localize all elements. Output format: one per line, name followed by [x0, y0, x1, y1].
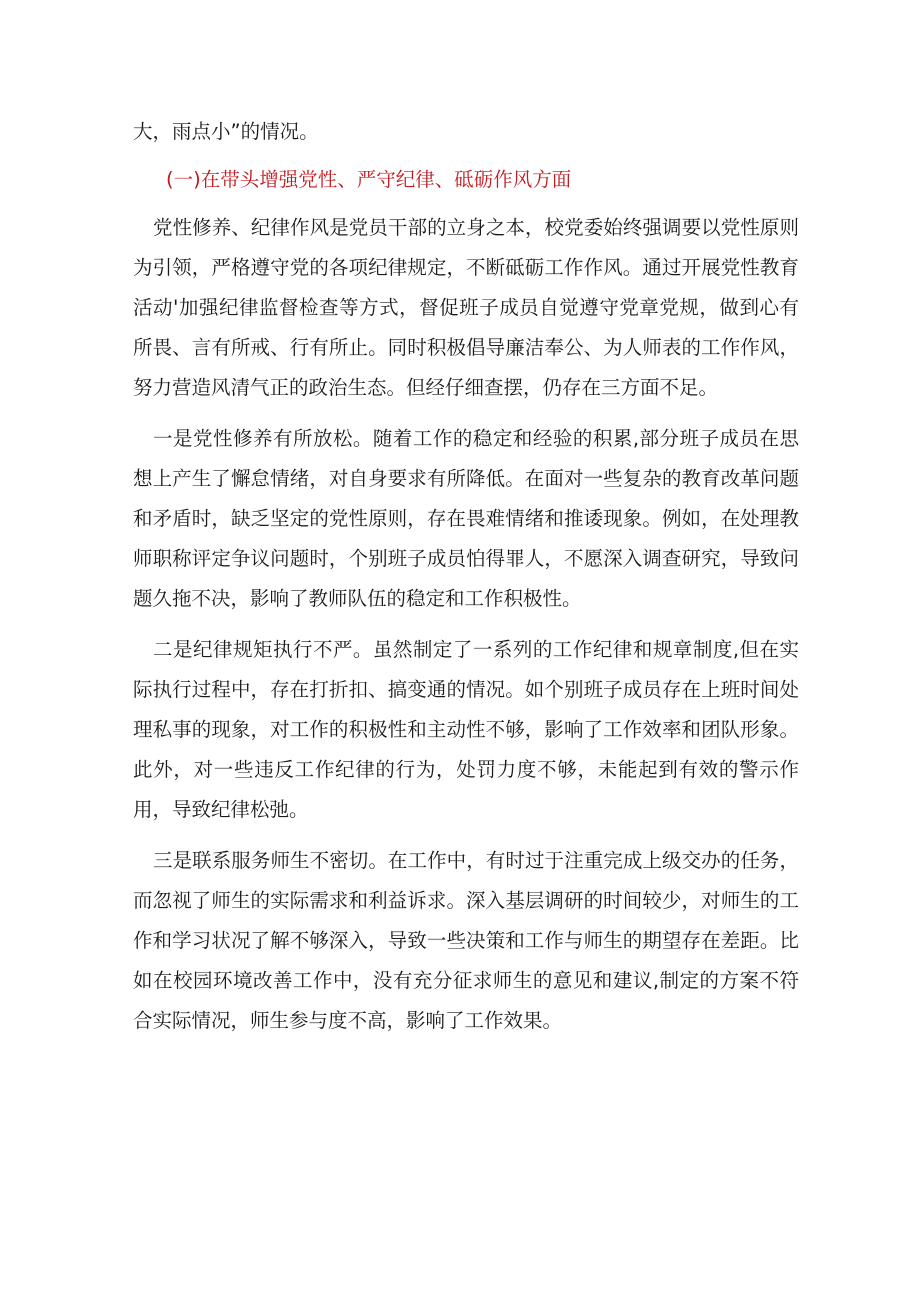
continuation-line: 大，雨点小”的情况。 [133, 120, 319, 143]
section-heading: (一)在带头增强党性、严守纪律、砥砺作风方面 [166, 168, 572, 191]
paragraph-intro: 党性修养、纪律作风是党员干部的立身之本，校党委始终强调要以党性原则为引领，严格遵守党的各项纪律规定，不断砥砺工作作风。通过开展党性教育活动'加强纪律监督检查等方式，督促班子成员自觉遵守党章党规，做到心有所畏、言有所戒、行有所止。同时积极倡导廉洁奉公、为人师表的工作作风，努力营造风清气正的政治生态。但经仔细查摆，仍存在三方面不足。 [133, 216, 799, 399]
paragraph-service: 三是联系服务师生不密切。在工作中，有时过于注重完成上级交办的任务，而忽视了师生的实际需求和利益诉求。深入基层调研的时间较少，对师生的工作和学习状况了解不够深入，导致一些决策和工作与师生的期望存在差距。比如在校园环境改善工作中，没有充分征求师生的意见和建议,制定的方案不符合实际情况，师生参与度不高，影响了工作效果。 [133, 849, 799, 1032]
paragraph-discipline: 二是纪律规矩执行不严。虽然制定了一系列的工作纪律和规章制度,但在实际执行过程中，存在打折扣、搞变通的情况。如个别班子成员存在上班时间处理私事的现象，对工作的积极性和主动性不够，影响了工作效率和团队形象。此外，对一些违反工作纪律的行为，处罚力度不够，未能起到有效的警示作用，导致纪律松弛。 [133, 638, 799, 821]
paragraph-party-spirit: 一是党性修养有所放松。随着工作的稳定和经验的积累,部分班子成员在思想上产生了懈怠情绪，对自身要求有所降低。在面对一些复杂的教育改革问题和矛盾时，缺乏坚定的党性原则，存在畏难情绪和推诿现象。例如，在处理教师职称评定争议问题时，个别班子成员怕得罪人，不愿深入调查研究，导致问题久拖不决，影响了教师队伍的稳定和工作积极性。 [133, 427, 799, 610]
document-body [133, 112, 799, 1041]
